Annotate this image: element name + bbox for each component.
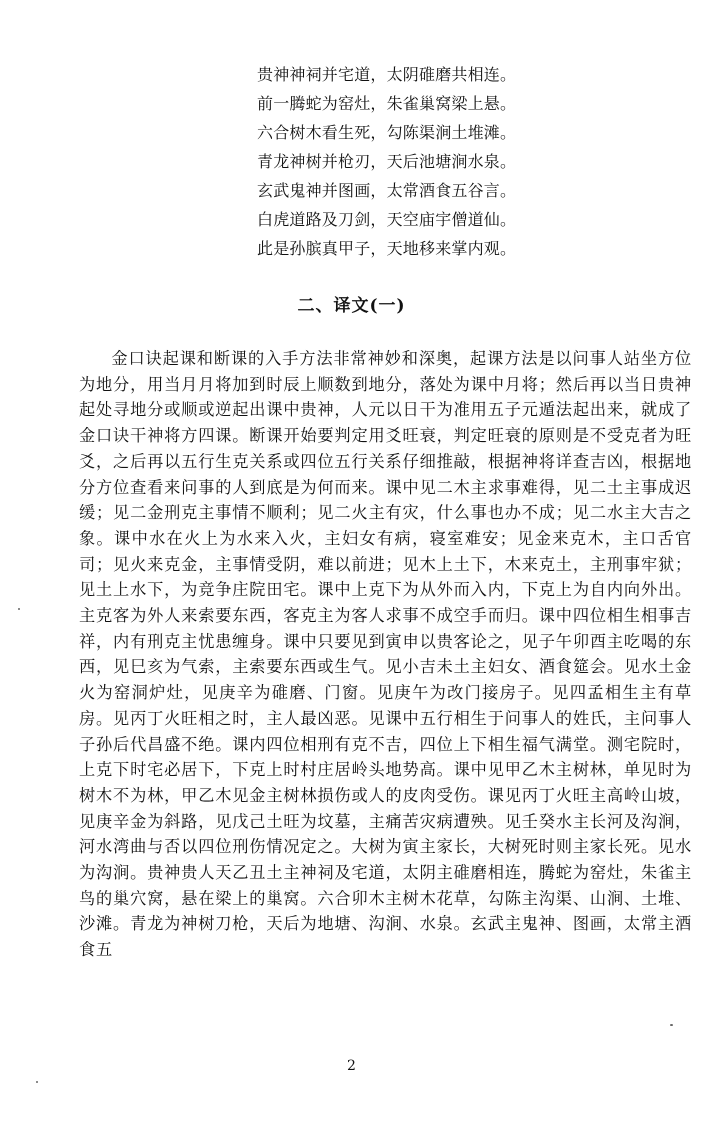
scan-speck: [18, 608, 20, 610]
section-heading: 二、译文(一): [297, 296, 406, 316]
verse-line: 贵神神祠并宅道，太阴碓磨共相连。: [257, 65, 517, 84]
scan-speck: [670, 1024, 673, 1026]
verse-line: 玄武鬼神并图画，太常酒食五谷言。: [257, 181, 517, 200]
verse-line: 前一腾蛇为窑灶，朱雀巢窝梁上悬。: [257, 94, 517, 113]
page-number: 2: [347, 1058, 356, 1074]
scan-speck: [36, 1081, 38, 1083]
verse-line: 六合树木看生死，勾陈渠涧土堆滩。: [257, 123, 517, 142]
verse-block: [257, 60, 557, 263]
verse-line: 此是孙膑真甲子，天地移来掌内观。: [257, 239, 517, 258]
verse-line: 青龙神树并枪刃，天后池塘涧水泉。: [257, 152, 517, 171]
verse-line: 白虎道路及刀剑，天空庙宇僧道仙。: [257, 210, 517, 229]
body-paragraph: 金口诀起课和断课的入手方法非常神妙和深奥，起课方法是以问事人站坐方位为地分，用当月月将加到时辰上顺数到地分，落处为课中月将；然后再以当日贵神起处寻地分或顺或逆起出课中贵神，人元以日干为准用五子元遁法起出来，就成了金口诀干神将方四课。断课开始要判定用爻旺衰，判定旺衰的原则是不受克者为旺爻，之后再以五行生克关系或四位五行关系仔细推敲，根据神将详查吉凶，根据地分方位查看来问事的人到底是为何而来。课中见二木主求事难得，见二土主事成迟缓；见二金刑克主事情不顺利；见二火主有灾，什么事也办不成；见二水主大吉之象。课中水在火上为水来入火，主妇女有病，寝室难安；见金来克木，主口舌官司；见火来克金，主事情受阴，难以前进；见木上土下，木来克土，主刑事牢狱；见土上水下，为竞争庄院田宅。课中上克下为从外而入内，下克上为自内向外出。主克客为外人来索要东西，客克主为客人求事不成空手而归。课中四位相生相事吉祥，内有刑克主忧患缠身。课中只要见到寅申以贵客论之，见子午卯酉主吃喝的东西，见巳亥为气索，主索要东西或生气。见小吉未土主妇女、酒食筵会。见水土金火为窑洞炉灶，见庚辛为碓磨、门窗。见庚午为改门接房子。见四孟相生主有草房。见丙丁火旺相之时，主人最凶恶。见课中五行相生于问事人的姓氏，主问事人子孙后代昌盛不绝。课内四位相刑有克不吉，四位上下相生福气满堂。测宅院时，上克下时宅必居下，下克上时村庄居岭头地势高。课中见甲乙木主树林，单见时为树木不为林，甲乙木见金主树林损伤或人的皮肉受伤。课见丙丁火旺主高岭山坡，见庚辛金为斜路，见戊己土旺为坟墓，主痛苦灾病遭殃。见壬癸水主长河及沟涧，河水湾曲与否以四位刑伤情况定之。大树为寅主家长，大树死时则主家长死。见水为沟涧。贵神贵人天乙丑土主神祠及宅道，太阴主碓磨相连，腾蛇为窑灶，朱雀主鸟的巢穴窝，悬在梁上的巢窝。六合卯木主树木花草，勾陈主沟渠、山涧、土堆、沙滩。青龙为神树刀枪，天后为地塘、沟涧、水泉。玄武主鬼神、图画，太常主酒食五: [79, 349, 692, 960]
